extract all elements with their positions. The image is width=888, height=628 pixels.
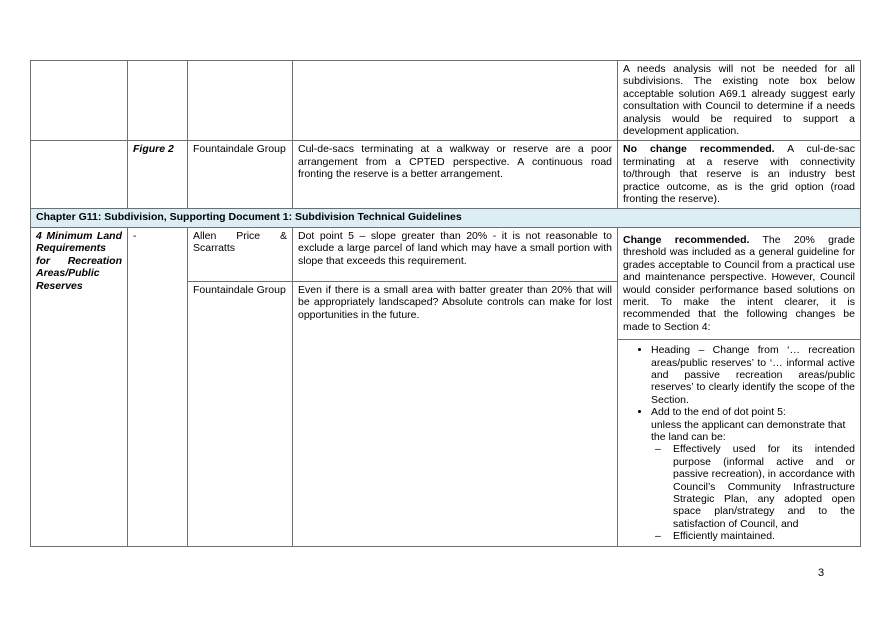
sub-item-text: Effectively used for its intended purpose (informal active and or passive recreation), in accordance with Council’s Community Infrastructure Strategic Plan, any adopted open space plan/strategy and to the satisfaction of Council, and	[673, 443, 855, 530]
comment-cell	[293, 141, 618, 209]
reference-text: Figure 2	[133, 143, 174, 156]
list-item	[651, 344, 855, 406]
response-text: A needs analysis will not be needed for all subdivisions. The existing note box below acceptable solution A69.1 already suggest early consultation with Council to determine if a needs analysis would be required to support a development application.	[623, 63, 855, 138]
comment-text: Cul-de-sacs terminating at a walkway or reserve are a poor arrangement from a CPTED perspective. A continuous road fronting the reserve is a better arrangement.	[298, 143, 612, 181]
change-list	[623, 344, 855, 543]
page-number: 3	[818, 567, 825, 579]
submitter-cell	[188, 227, 293, 281]
comment-text: Even if there is a small area with batter greater than 20% that will be appropriately landscaped? Absolute controls can make for lost opportunities in the future.	[298, 283, 612, 321]
comment-cell	[293, 227, 618, 281]
sub-list	[651, 443, 855, 542]
response-paragraph	[623, 234, 855, 339]
response-cell	[618, 141, 861, 209]
reference-cell	[128, 227, 188, 546]
change-text: Add to the end of dot point 5:	[651, 406, 786, 419]
list-item	[673, 530, 855, 542]
recommended-changes	[618, 339, 860, 543]
response-verdict: Change recommended.	[623, 233, 750, 246]
section-heading-row	[31, 209, 861, 227]
reference-text: -	[133, 229, 137, 242]
response-verdict: No change recommended.	[623, 143, 775, 156]
reference-cell	[128, 141, 188, 209]
comment-cell	[293, 281, 618, 546]
list-item	[651, 406, 855, 542]
sub-item-text: Efficiently maintained.	[673, 530, 775, 543]
comment-cell	[293, 61, 618, 141]
submitter-text: Fountaindale Group	[193, 283, 286, 296]
list-item	[673, 443, 855, 530]
submitter-cell	[188, 61, 293, 141]
table-row	[31, 227, 861, 281]
change-text: unless the applicant can demonstrate that the land can be:	[651, 418, 846, 443]
table-row	[31, 141, 861, 209]
response-text: A cul-de-sac terminating at a reserve with connectivity to/through that reserve is an industry best practice outcome, as is the grid option (road fronting the reserve).	[623, 143, 855, 206]
comment-text: Dot point 5 – slope greater than 20% - it is not reasonable to exclude a large parcel of land which may have a small portion with slope that exceeds this requirement.	[298, 229, 612, 267]
submitter-text: Allen Price & Scarratts	[193, 229, 287, 255]
response-text: The 20% grade threshold was included as a general guideline for grades acceptable to Council from a practical use and maintenance perspective. However, Council would consider performance based solutions on merit. To make the intent clearer, it is recommended that the following changes be made to Section 4:	[623, 233, 855, 333]
section-cell	[31, 141, 128, 209]
response-cell	[618, 61, 861, 141]
reference-cell	[128, 61, 188, 141]
section-heading: Chapter G11: Subdivision, Supporting Document 1: Subdivision Technical Guidelines	[31, 209, 861, 227]
change-text: Heading – Change from ‘… recreation areas/public reserves’ to ‘… informal active and passive recreation areas/public reserves’ to clearly identify the scope of the Section.	[651, 344, 855, 406]
section-text: 4 Minimum Land Requirements for Recreation Areas/Public Reserves	[36, 229, 122, 292]
submitter-cell	[188, 141, 293, 209]
table-row	[31, 61, 861, 141]
submitter-text: Fountaindale Group	[193, 143, 286, 156]
response-cell	[618, 227, 861, 546]
section-cell	[31, 61, 128, 141]
submitter-cell	[188, 281, 293, 546]
comments-table	[30, 60, 861, 547]
section-cell	[31, 227, 128, 546]
